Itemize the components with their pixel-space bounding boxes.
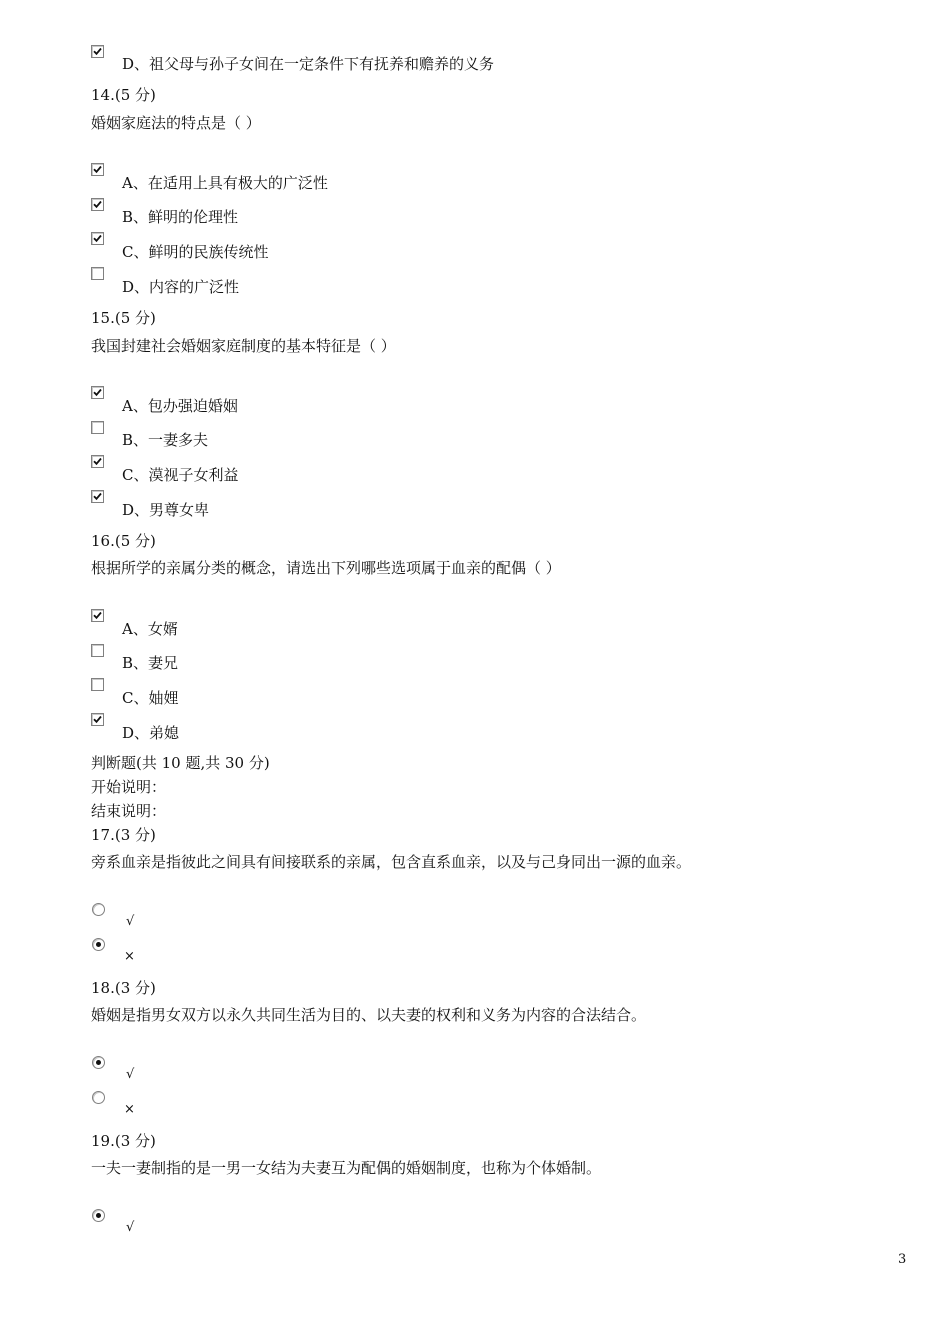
- q14-option-a-checkbox[interactable]: [91, 163, 104, 176]
- section-start-note: 开始说明：: [91, 778, 167, 796]
- q16-option-a-checkbox[interactable]: [91, 609, 104, 622]
- q18-true-radio[interactable]: [92, 1056, 105, 1069]
- q13-option-d-label: D、祖父母与孙子女间在一定条件下有抚养和赡养的义务: [122, 55, 495, 73]
- q17-question: 旁系血亲是指彼此之间具有间接联系的亲属，包含直系血亲，以及与己身同出一源的血亲。: [91, 853, 692, 871]
- q15-header: 15.(5 分): [91, 309, 156, 327]
- radio-dot-icon: [96, 942, 101, 947]
- section-title: 判断题(共 10 题,共 30 分): [91, 754, 270, 772]
- q15-option-a-label: A、包办强迫婚姻: [122, 397, 238, 415]
- q17-true-radio[interactable]: [92, 903, 105, 916]
- q16-option-b-checkbox[interactable]: [91, 644, 104, 657]
- radio-dot-icon: [96, 1060, 101, 1065]
- checkmark-icon: [93, 715, 102, 724]
- q16-option-c-label: C、妯娌: [122, 689, 179, 707]
- q16-option-a-label: A、女婿: [122, 620, 178, 638]
- q15-option-b-checkbox[interactable]: [91, 421, 104, 434]
- page-number: 3: [898, 1252, 907, 1267]
- q14-header: 14.(5 分): [91, 86, 156, 104]
- q18-header: 18.(3 分): [91, 979, 156, 997]
- q16-option-d-label: D、弟媳: [122, 724, 180, 742]
- section-end-note: 结束说明：: [91, 802, 167, 820]
- q16-option-c-checkbox[interactable]: [91, 678, 104, 691]
- q19-header: 19.(3 分): [91, 1132, 156, 1150]
- q17-true-label: √: [126, 914, 135, 929]
- q19-true-radio[interactable]: [92, 1209, 105, 1222]
- checkmark-icon: [93, 47, 102, 56]
- q16-option-b-label: B、妻兄: [122, 654, 179, 672]
- q14-option-c-checkbox[interactable]: [91, 232, 104, 245]
- q15-option-c-checkbox[interactable]: [91, 455, 104, 468]
- q16-header: 16.(5 分): [91, 532, 156, 550]
- q15-option-a-checkbox[interactable]: [91, 386, 104, 399]
- q16-option-d-checkbox[interactable]: [91, 713, 104, 726]
- q14-option-c-label: C、鲜明的民族传统性: [122, 243, 269, 261]
- q18-question: 婚姻是指男女双方以永久共同生活为目的、以夫妻的权利和义务为内容的合法结合。: [91, 1006, 647, 1024]
- checkmark-icon: [93, 388, 102, 397]
- q14-option-a-label: A、在适用上具有极大的广泛性: [122, 174, 328, 192]
- q17-false-radio[interactable]: [92, 938, 105, 951]
- checkmark-icon: [93, 165, 102, 174]
- q18-false-label: ×: [124, 1102, 135, 1117]
- q14-option-d-checkbox[interactable]: [91, 267, 104, 280]
- checkmark-icon: [93, 457, 102, 466]
- radio-dot-icon: [96, 1213, 101, 1218]
- q16-question: 根据所学的亲属分类的概念，请选出下列哪些选项属于血亲的配偶（ ）: [91, 559, 561, 577]
- q15-option-c-label: C、漠视子女利益: [122, 466, 239, 484]
- checkmark-icon: [93, 611, 102, 620]
- checkmark-icon: [93, 234, 102, 243]
- q18-true-label: √: [126, 1067, 135, 1082]
- checkmark-icon: [93, 492, 102, 501]
- q15-option-d-label: D、男尊女卑: [122, 501, 210, 519]
- q19-question: 一夫一妻制指的是一男一女结为夫妻互为配偶的婚姻制度，也称为个体婚制。: [91, 1159, 602, 1177]
- q14-option-b-label: B、鲜明的伦理性: [122, 208, 239, 226]
- q14-option-b-checkbox[interactable]: [91, 198, 104, 211]
- q15-question: 我国封建社会婚姻家庭制度的基本特征是（ ）: [91, 337, 396, 355]
- q15-option-b-label: B、一妻多夫: [122, 431, 209, 449]
- q13-option-d-checkbox[interactable]: [91, 45, 104, 58]
- q19-true-label: √: [126, 1220, 135, 1235]
- q18-false-radio[interactable]: [92, 1091, 105, 1104]
- q17-false-label: ×: [124, 949, 135, 964]
- q15-option-d-checkbox[interactable]: [91, 490, 104, 503]
- checkmark-icon: [93, 200, 102, 209]
- q17-header: 17.(3 分): [91, 826, 156, 844]
- q14-question: 婚姻家庭法的特点是（ ）: [91, 114, 261, 132]
- q14-option-d-label: D、内容的广泛性: [122, 278, 240, 296]
